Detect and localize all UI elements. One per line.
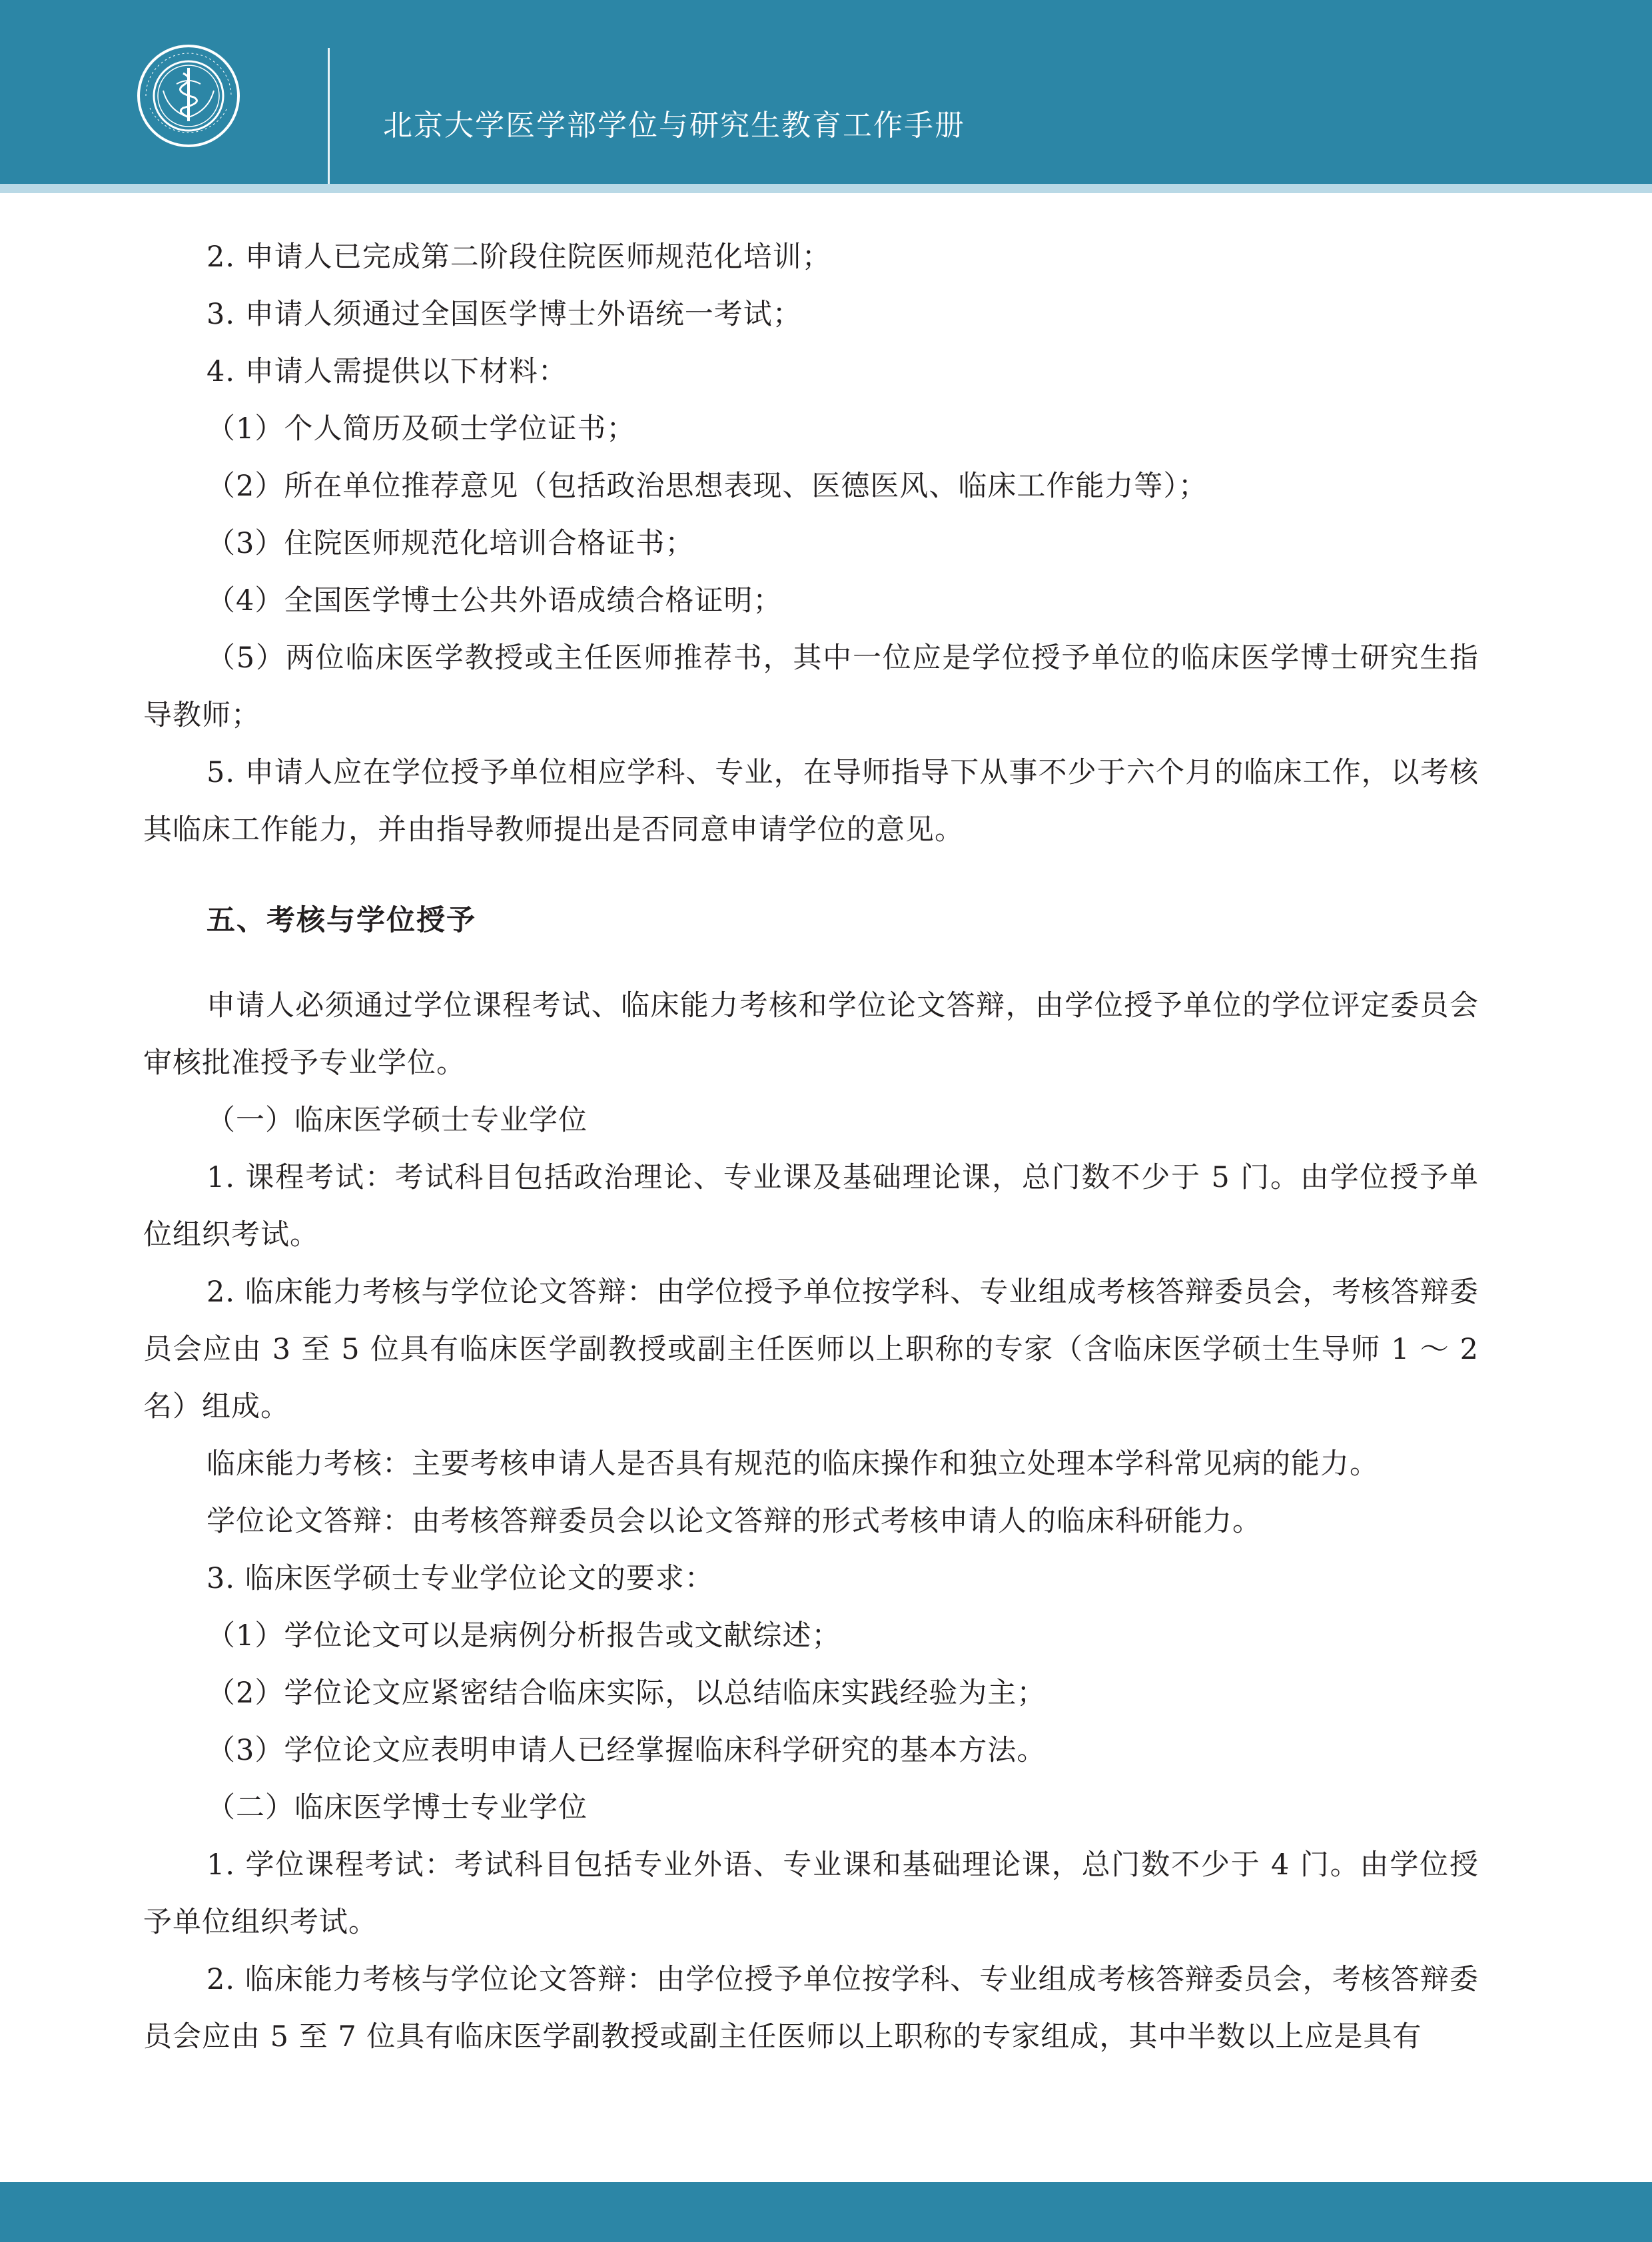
paragraph-requirement-5: 5. 申请人应在学位授予单位相应学科、专业，在导师指导下从事不少于六个月的临床工作，以考核其临床工作能力，并由指导教师提出是否同意申请学位的意见。 [143, 756, 1479, 847]
paragraph-masters-1: 1. 课程考试：考试科目包括政治理论、专业课及基础理论课，总门数不少于 5 门。由学位授予单位组织考试。 [143, 1161, 1479, 1252]
list-item-material-3: （3）住院医师规范化培训合格证书； [206, 527, 695, 560]
paragraph-requirement-2: 2. 申请人已完成第二阶段住院医师规范化培训； [206, 240, 831, 274]
subsection-heading-doctoral: （二）临床医学博士专业学位 [206, 1791, 588, 1824]
header-accent-strip [0, 184, 1652, 193]
header-divider [328, 48, 330, 184]
subsection-heading-masters: （一）临床医学硕士专业学位 [206, 1104, 588, 1137]
university-seal-logo [137, 44, 240, 148]
paragraph-requirement-3: 3. 申请人须通过全国医学博士外语统一考试； [206, 298, 802, 331]
paragraph-thesis-defense: 学位论文答辩：由考核答辩委员会以论文答辩的形式考核申请人的临床科研能力。 [206, 1505, 1262, 1538]
list-item-material-5: （5）两位临床医学教授或主任医师推荐书，其中一位应是学位授予单位的临床医学博士研究生指导教师； [143, 641, 1479, 732]
list-item-thesis-1: （1）学位论文可以是病例分析报告或文献综述； [206, 1619, 841, 1653]
section-heading: 五、考核与学位授予 [206, 904, 476, 937]
paragraph-doctoral-2: 2. 临床能力考核与学位论文答辩：由学位授予单位按学科、专业组成考核答辩委员会，考核答辩委员会应由 5 至 7 位具有临床医学副教授或副主任医师以上职称的专家组成，其中半数以上应是具有 [143, 1963, 1479, 2054]
document-body [143, 228, 1479, 2065]
paragraph-doctoral-1: 1. 学位课程考试：考试科目包括专业外语、专业课和基础理论课，总门数不少于 4 门。由学位授予单位组织考试。 [143, 1848, 1479, 1939]
paragraph-clinical-assessment: 临床能力考核：主要考核申请人是否具有规范的临床操作和独立处理本学科常见病的能力。 [206, 1447, 1379, 1481]
list-item-material-4: （4）全国医学博士公共外语成绩合格证明； [206, 584, 783, 617]
paragraph-requirement-4: 4. 申请人需提供以下材料： [206, 355, 568, 388]
paragraph-intro: 申请人必须通过学位课程考试、临床能力考核和学位论文答辩，由学位授予单位的学位评定委员会审核批准授予专业学位。 [143, 989, 1479, 1080]
list-item-material-1: （1）个人简历及硕士学位证书； [206, 412, 636, 446]
paragraph-masters-2: 2. 临床能力考核与学位论文答辩：由学位授予单位按学科、专业组成考核答辩委员会，考核答辩委员会应由 3 至 5 位具有临床医学副教授或副主任医师以上职称的专家（含临床医学硕士生导师 1 ～ 2 名）组成。 [143, 1276, 1479, 1423]
list-item-thesis-2: （2）学位论文应紧密结合临床实际，以总结临床实践经验为主； [206, 1677, 1046, 1710]
list-item-thesis-3: （3）学位论文应表明申请人已经掌握临床科学研究的基本方法。 [206, 1734, 1046, 1767]
paragraph-masters-3: 3. 临床医学硕士专业学位论文的要求： [206, 1562, 714, 1595]
header-title: 北京大学医学部学位与研究生教育工作手册 [383, 109, 965, 143]
page-footer-bar [0, 2182, 1652, 2242]
page-header [0, 0, 1652, 184]
list-item-material-2: （2）所在单位推荐意见（包括政治思想表现、医德医风、临床工作能力等）； [206, 470, 1208, 503]
